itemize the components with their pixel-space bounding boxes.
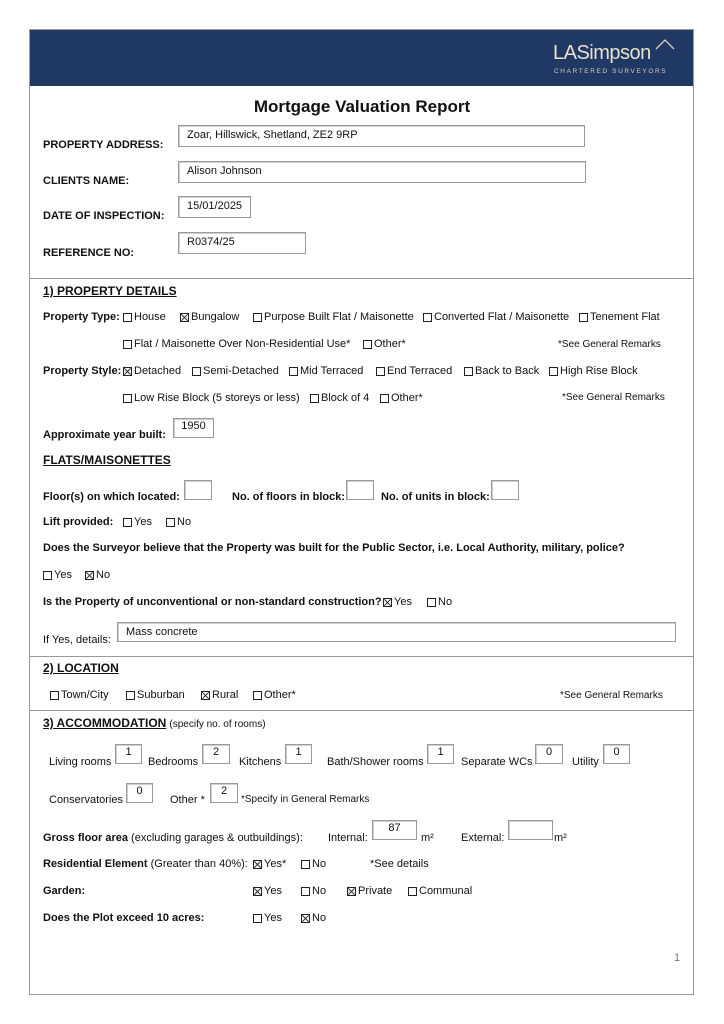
style-detached-checkbox[interactable]: Detached [123,365,181,377]
checked-box-icon [180,313,189,322]
unconventional-yes-checkbox[interactable]: Yes [383,596,412,608]
residential-element-label: Residential Element (Greater than 40%): [43,858,248,870]
checkbox-icon [123,394,132,403]
plot-yes-checkbox[interactable]: Yes [253,912,282,924]
garden-yes-checkbox[interactable]: Yes [253,885,282,897]
clients-name-label: CLIENTS NAME: [43,175,130,187]
internal-unit: m² [421,832,434,844]
year-built-field[interactable]: 1950 [173,418,214,438]
checkbox-icon [253,313,262,322]
style-other-checkbox[interactable]: Other* [380,392,423,404]
logo-tagline: CHARTERED SURVEYORS [554,68,668,75]
type-flat-over-nonres-checkbox[interactable]: Flat / Maisonette Over Non-Residential Use* [123,338,350,350]
flats-heading: FLATS/MAISONETTES [43,453,171,467]
section-divider [30,710,693,711]
conservatories-field[interactable]: 0 [126,783,153,803]
checkbox-icon [376,367,385,376]
external-label: External: [461,832,505,844]
units-in-block-field[interactable] [491,480,519,500]
style-low-rise-checkbox[interactable]: Low Rise Block (5 storeys or less) [123,392,300,404]
kitchens-label: Kitchens [239,756,282,768]
company-logo: LASimpson [553,42,651,64]
location-heading: 2) LOCATION [43,661,119,675]
type-house-checkbox[interactable]: House [123,311,166,323]
kitchens-field[interactable]: 1 [285,744,312,764]
logo-roof-icon [655,38,675,50]
checkbox-icon [549,367,558,376]
garden-communal-checkbox[interactable]: Communal [408,885,472,897]
checkbox-icon [464,367,473,376]
checked-box-icon [301,914,310,923]
checked-box-icon [383,598,392,607]
style-block-of-4-checkbox[interactable]: Block of 4 [310,392,369,404]
public-sector-yes-checkbox[interactable]: Yes [43,569,72,581]
section-divider [30,278,693,279]
property-details-heading: 1) PROPERTY DETAILS [43,284,177,298]
other-rooms-field[interactable]: 2 [210,783,238,803]
checkbox-icon [43,571,52,580]
page-title: Mortgage Valuation Report [253,97,471,116]
other-rooms-note: *Specify in General Remarks [241,794,370,805]
accommodation-heading-row [43,716,266,730]
property-type-label: Property Type: [43,311,120,323]
utility-field[interactable]: 0 [603,744,630,764]
checkbox-icon [579,313,588,322]
units-in-block-label: No. of units in block: [381,491,490,503]
location-suburban-checkbox[interactable]: Suburban [126,689,185,701]
checkbox-icon [289,367,298,376]
public-sector-question: Does the Surveyor believe that the Property was built for the Public Sector, i.e. Local Authority, military, police? [43,542,625,554]
checkbox-icon [166,518,175,527]
checkbox-icon [123,340,132,349]
checkbox-icon [310,394,319,403]
separate-wcs-label: Separate WCs [461,756,533,768]
checkbox-icon [363,340,372,349]
year-built-label: Approximate year built: [43,429,166,441]
checkbox-icon [192,367,201,376]
lift-no-checkbox[interactable]: No [166,516,191,528]
checkbox-icon [123,313,132,322]
style-semi-detached-checkbox[interactable]: Semi-Detached [192,365,279,377]
date-of-inspection-field[interactable]: 15/01/2025 [178,196,251,218]
section-divider [30,656,693,657]
type-other-checkbox[interactable]: Other* [363,338,406,350]
floors-in-block-field[interactable] [346,480,374,500]
bath-rooms-label: Bath/Shower rooms [327,756,424,768]
garden-label: Garden: [43,885,86,897]
external-area-field[interactable] [508,820,553,840]
lift-yes-checkbox[interactable]: Yes [123,516,152,528]
location-rural-checkbox[interactable]: Rural [201,689,238,701]
checkbox-icon [301,860,310,869]
floors-located-label: Floor(s) on which located: [43,491,180,503]
date-of-inspection-label: DATE OF INSPECTION: [43,210,165,222]
living-rooms-field[interactable]: 1 [115,744,142,764]
living-rooms-label: Living rooms [49,756,112,768]
bedrooms-field[interactable]: 2 [202,744,230,764]
unconventional-question: Is the Property of unconventional or non-standard construction? [43,596,382,608]
lift-label: Lift provided: [43,516,114,528]
bedrooms-label: Bedrooms [148,756,199,768]
conservatories-label: Conservatories [49,794,123,806]
checked-box-icon [253,860,262,869]
style-note: *See General Remarks [562,392,665,403]
accommodation-heading: 3) ACCOMMODATION [43,716,167,730]
plot-no-checkbox[interactable]: No [301,912,326,924]
residential-yes-checkbox[interactable]: Yes* [253,858,286,870]
internal-area-field[interactable]: 87 [372,820,417,840]
external-unit: m² [554,832,567,844]
type-tenement-flat-checkbox[interactable]: Tenement Flat [579,311,660,323]
checkbox-icon [123,518,132,527]
checkbox-icon [126,691,135,700]
location-note: *See General Remarks [560,690,663,701]
reference-no-label: REFERENCE NO: [43,247,135,259]
location-town-checkbox[interactable]: Town/City [50,689,109,701]
checkbox-icon [253,914,262,923]
checkbox-icon [380,394,389,403]
gross-floor-area-label: Gross floor area (excluding garages & outbuildings): [43,832,303,844]
checkbox-icon [50,691,59,700]
clients-name-field[interactable]: Alison Johnson [178,161,586,183]
details-label: If Yes, details: [43,634,111,646]
utility-label: Utility [572,756,599,768]
style-back-to-back-checkbox[interactable]: Back to Back [464,365,539,377]
property-address-field[interactable]: Zoar, Hillswick, Shetland, ZE2 9RP [178,125,585,147]
residential-note: *See details [370,858,429,870]
style-high-rise-checkbox[interactable]: High Rise Block [549,365,638,377]
public-sector-no-checkbox[interactable]: No [85,569,110,581]
garden-private-checkbox[interactable]: Private [347,885,392,897]
checked-box-icon [253,887,262,896]
plot-label: Does the Plot exceed 10 acres: [43,912,205,924]
type-note: *See General Remarks [558,339,661,350]
checked-box-icon [123,367,132,376]
property-address-label: PROPERTY ADDRESS: [43,139,164,151]
style-mid-terraced-checkbox[interactable]: Mid Terraced [289,365,363,377]
checkbox-icon [301,887,310,896]
type-converted-flat-checkbox[interactable]: Converted Flat / Maisonette [423,311,569,323]
internal-label: Internal: [328,832,368,844]
location-other-checkbox[interactable]: Other* [253,689,296,701]
checkbox-icon [427,598,436,607]
checkbox-icon [408,887,417,896]
type-purpose-built-flat-checkbox[interactable]: Purpose Built Flat / Maisonette [253,311,414,323]
checked-box-icon [347,887,356,896]
floors-in-block-label: No. of floors in block: [232,491,346,503]
bath-rooms-field[interactable]: 1 [427,744,454,764]
checkbox-icon [253,691,262,700]
unconventional-no-checkbox[interactable]: No [427,596,452,608]
checked-box-icon [85,571,94,580]
type-bungalow-checkbox[interactable]: Bungalow [180,311,239,323]
garden-no-checkbox[interactable]: No [301,885,326,897]
property-style-label: Property Style: [43,365,122,377]
checked-box-icon [201,691,210,700]
details-field[interactable]: Mass concrete [117,622,676,642]
residential-no-checkbox[interactable]: No [301,858,326,870]
checkbox-icon [423,313,432,322]
page-number: 1 [674,952,681,964]
style-end-terraced-checkbox[interactable]: End Terraced [376,365,452,377]
reference-no-field[interactable]: R0374/25 [178,232,306,254]
accommodation-subheading: (specify no. of rooms) [169,719,266,730]
floors-located-field[interactable] [184,480,212,500]
separate-wcs-field[interactable]: 0 [535,744,563,764]
other-rooms-label: Other * [170,794,205,806]
